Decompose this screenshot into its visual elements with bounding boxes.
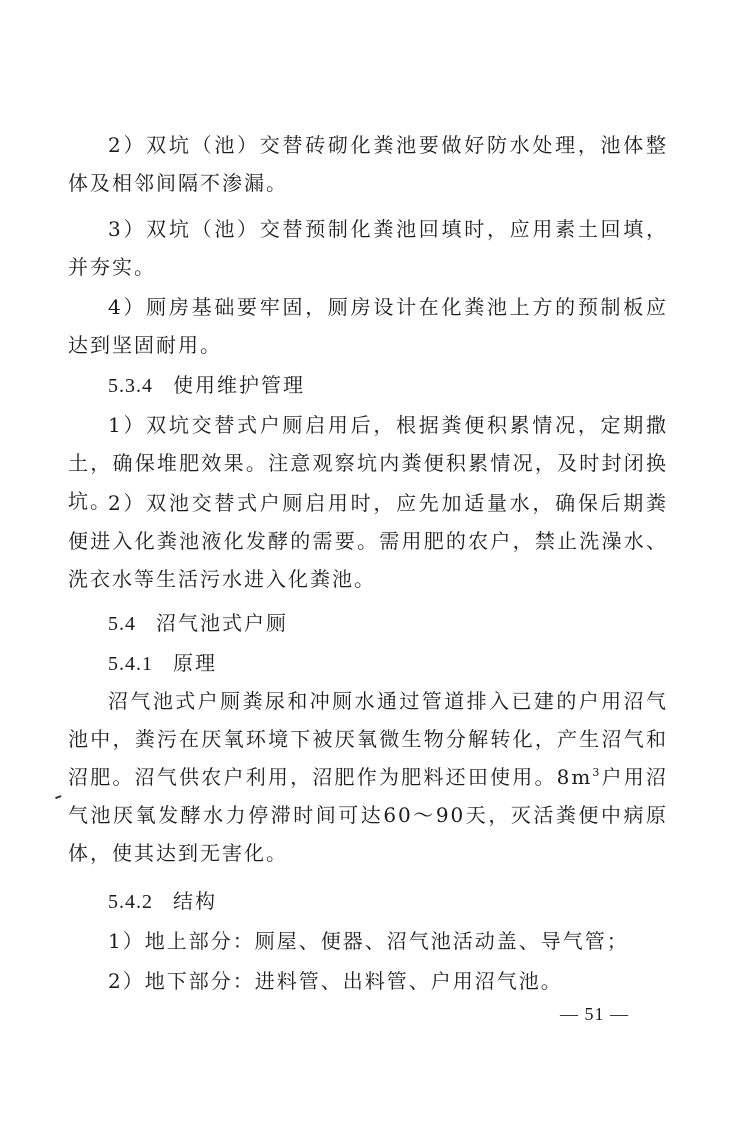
section-heading-5-4-1 (68, 644, 708, 683)
paragraph-double-tank-use: 2）双池交替式户厕启用时，应先加适量水，确保后期粪便进入化粪池液化发酵的需要。需用肥的农户，禁止洗澡水、洗衣水等生活污水进入化粪池。 (68, 491, 668, 591)
paragraph-double-pit-use: 1）双坑交替式户厕启用后，根据粪便积累情况，定期撒土，确保堆肥效果。注意观察坑内粪便积累情况，及时封闭换坑。 (68, 413, 668, 513)
section-number: 5.4.2 (108, 891, 153, 913)
paragraph-backfill: 3）双坑（池）交替预制化粪池回填时，应用素土回填，并夯实。 (68, 217, 668, 279)
section-heading-5-3-4 (68, 366, 708, 405)
paragraph-waterproofing: 2）双坑（池）交替砖砌化粪池要做好防水处理，池体整体及相邻间隔不渗漏。 (68, 133, 668, 195)
paragraph-foundation: 4）厕房基础要牢固，厕房设计在化粪池上方的预制板应达到坚固耐用。 (68, 295, 668, 357)
section-title: 结构 (173, 889, 217, 913)
section-number: 5.3.4 (108, 375, 153, 397)
paragraph-above-ground: 1）地上部分：厕屋、便器、沼气池活动盖、导气管； (108, 929, 629, 953)
section-heading-5-4 (68, 604, 708, 643)
margin-mark (55, 795, 63, 803)
section-title: 沼气池式户厕 (156, 611, 288, 635)
paragraph-biogas-principle: 沼气池式户厕粪尿和冲厕水通过管道排入已建的户用沼气池中，粪污在厌氧环境下被厌氧微生物分解转化，产生沼气和沼肥。沼气供农户利用，沼肥作为肥料还田使用。$8m^3$户用沼气池厌氧发酵水力停滞时间可达60～90天，灭活粪便中病原体，使其达到无害化。 (68, 689, 668, 865)
section-number: 5.4.1 (108, 653, 153, 675)
section-title: 原理 (173, 651, 217, 675)
page-number: — 51 — (560, 1004, 629, 1024)
paragraph-below-ground: 2）地下部分：进料管、出料管、户用沼气池。 (108, 969, 563, 993)
section-title: 使用维护管理 (173, 373, 305, 397)
section-heading-5-4-2 (68, 882, 708, 921)
section-number: 5.4 (108, 613, 136, 635)
